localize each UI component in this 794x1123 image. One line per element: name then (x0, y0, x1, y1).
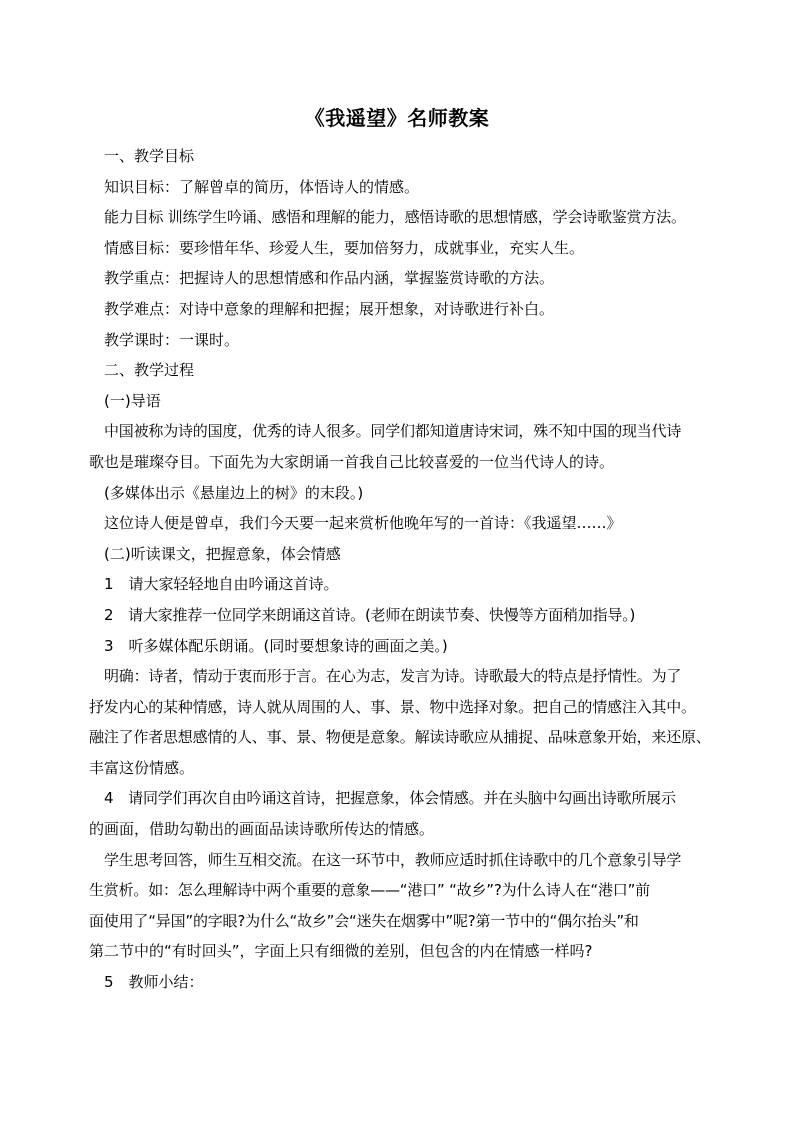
poet-introduction: 这位诗人便是曾卓，我们今天要一起来赏析他晚年写的一首诗：《我遥望……》 (104, 514, 622, 533)
teaching-focus: 教学重点：把握诗人的思想情感和作品内涵，掌握鉴赏诗歌的方法。 (104, 269, 555, 288)
class-hours: 教学课时：一课时。 (104, 330, 240, 349)
explanation-line: 抒发内心的某种情感，诗人就从周围的人、事、景、物中选择对象。把自己的情感注入其中。 (89, 697, 696, 716)
subsection-heading-listening: (二)听读课文，把握意象，体会情感 (104, 544, 341, 563)
step-1: 1 请大家轻轻地自由吟诵这首诗。 (104, 575, 339, 594)
knowledge-objective: 知识目标：了解曾卓的简历，体悟诗人的情感。 (104, 177, 420, 196)
subsection-heading-intro: (一)导语 (104, 391, 161, 410)
discussion-line: 第二节中的“有时回头”，字面上只有细微的差别，但包含的内在情感一样吗? (89, 942, 593, 961)
ability-objective: 能力目标 训练学生吟诵、感悟和理解的能力，感悟诗歌的思想情感，学会诗歌鉴赏方法。 (104, 208, 686, 227)
explanation-line: 丰富这份情感。 (89, 758, 195, 777)
section-heading-process: 二、教学过程 (104, 361, 195, 380)
step-4-line: 的画面，借助勾勒出的画面品读诗歌所传达的情感。 (89, 820, 435, 839)
discussion-line: 面使用了“异国”的字眼?为什么“故乡”会“迷失在烟雾中”呢?第一节中的“偶尔抬头”和 (89, 911, 639, 930)
document-body (89, 141, 720, 998)
step-2: 2 请大家推荐一位同学来朗诵这首诗。(老师在朗读节奏、快慢等方面稍加指导。) (104, 605, 636, 624)
intro-paragraph-line: 歌也是璀璨夺目。下面先为大家朗诵一首我自己比较喜爱的一位当代诗人的诗。 (89, 452, 615, 471)
explanation-line: 明确：诗者，情动于衷而形于言。在心为志，发言为诗。诗歌最大的特点是抒情性。为了 (104, 667, 682, 686)
explanation-line: 融注了作者思想感情的人、事、景、物便是意象。解读诗歌应从捕捉、品味意象开始，来还原、 (89, 728, 711, 747)
document-title: 《我遥望》名师教案 (304, 106, 490, 130)
step-5: 5 教师小结： (104, 973, 204, 992)
emotion-objective: 情感目标：要珍惜年华、珍爱人生，要加倍努力，成就事业，充实人生。 (104, 238, 585, 257)
discussion-line: 生赏析。如：怎么理解诗中两个重要的意象——“港口” “故乡”?为什么诗人在“港口”前 (89, 881, 650, 900)
step-3: 3 听多媒体配乐朗诵。(同时要想象诗的画面之美。) (104, 636, 448, 655)
section-heading-objectives: 一、教学目标 (104, 147, 195, 165)
step-4-line: 4 请同学们再次自由吟诵这首诗，把握意象，体会情感。并在头脑中勾画出诗歌所展示 (104, 789, 676, 808)
multimedia-note: (多媒体出示《悬崖边上的树》的末段。) (104, 483, 364, 502)
teaching-difficulty: 教学难点：对诗中意象的理解和把握；展开想象，对诗歌进行补白。 (104, 299, 555, 318)
intro-paragraph-line: 中国被称为诗的国度，优秀的诗人很多。同学们都知道唐诗宋词，殊不知中国的现当代诗 (104, 422, 682, 441)
discussion-line: 学生思考回答，师生互相交流。在这一环节中，教师应适时抓住诗歌中的几个意象引导学 (104, 850, 682, 869)
